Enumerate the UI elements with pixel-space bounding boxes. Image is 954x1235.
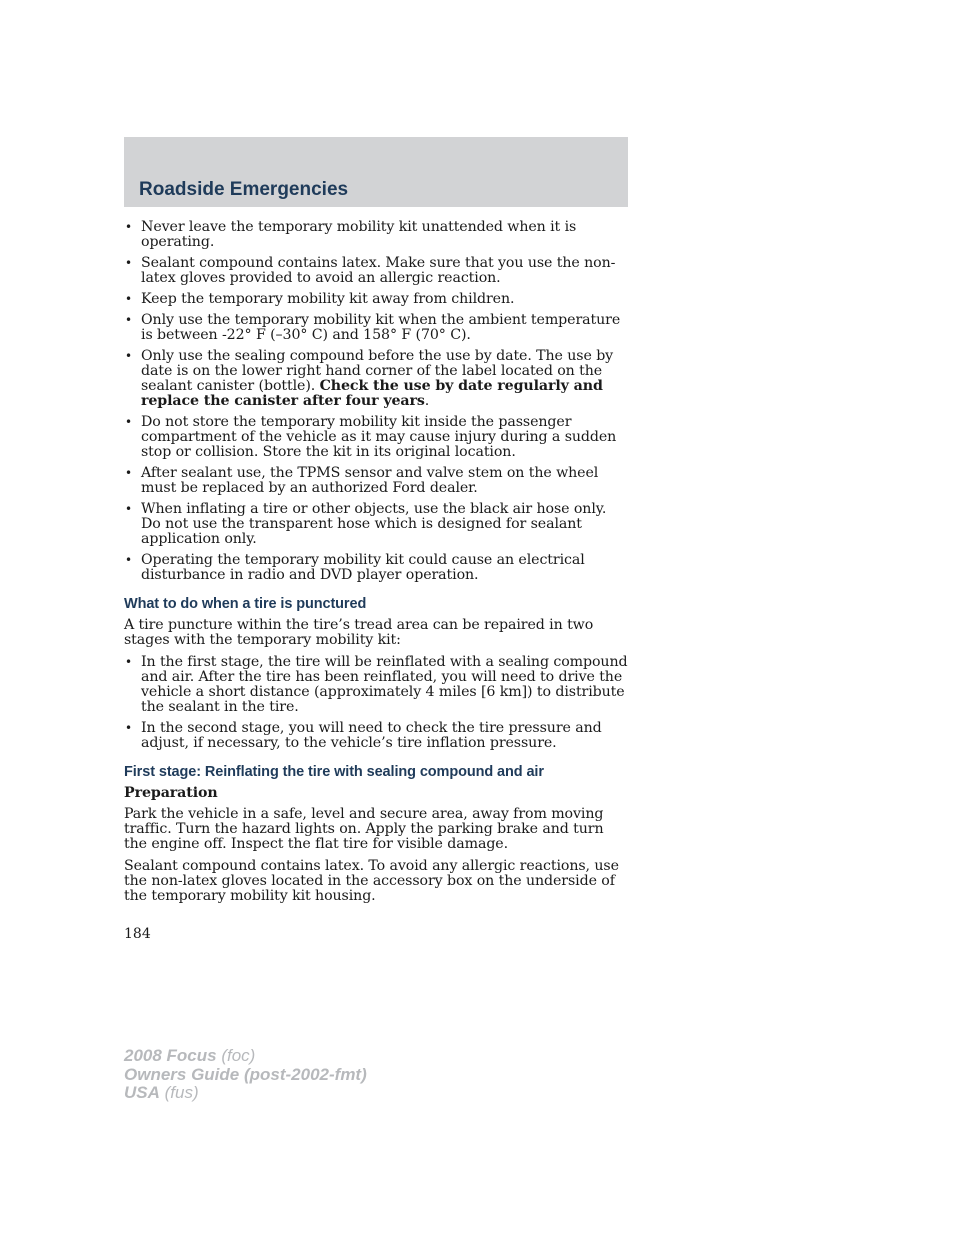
warning-text: Check the use by date regularly and replace the canister after four years xyxy=(141,378,603,409)
subheading: Preparation xyxy=(124,785,218,801)
footer-line: Owners Guide (post-2002-fmt) xyxy=(124,1064,367,1084)
main-content xyxy=(124,220,628,911)
bullet-icon: • xyxy=(125,220,132,234)
bullet-icon: • xyxy=(125,655,132,669)
section-title: Roadside Emergencies xyxy=(139,179,349,200)
section-heading: What to do when a tire is punctured xyxy=(124,596,367,612)
list-item: • Only use the temporary mobility kit when the ambient temperature is between -22° F (–30° C) and 158° F (70° C). xyxy=(125,312,621,343)
document-footer xyxy=(124,1047,367,1103)
stages-bullet-list xyxy=(124,655,628,751)
footer-line: USA (fus) xyxy=(124,1083,199,1102)
list-item: • After sealant use, the TPMS sensor and valve stem on the wheel must be replaced by an authorized Ford dealer. xyxy=(125,465,599,496)
bullet-icon: • xyxy=(125,349,132,363)
page-number: 184 xyxy=(124,926,151,942)
bullet-icon: • xyxy=(125,415,132,429)
list-item: • Never leave the temporary mobility kit unattended when it is operating. xyxy=(125,219,577,250)
bullet-icon: • xyxy=(125,292,132,306)
bullet-icon: • xyxy=(125,466,132,480)
list-item: • Sealant compound contains latex. Make sure that you use the non-latex gloves provided to avoid an allergic reaction. xyxy=(125,255,616,286)
list-item: • Keep the temporary mobility kit away from children. xyxy=(125,291,515,307)
list-item: • Do not store the temporary mobility kit inside the passenger compartment of the vehicle as it may cause injury during a sudden stop or collision. Store the kit in its original location. xyxy=(125,414,617,460)
section-heading: First stage: Reinflating the tire with sealing compound and air xyxy=(124,764,544,780)
bullet-icon: • xyxy=(125,313,132,327)
section-header-band xyxy=(124,137,628,207)
list-item: • In the second stage, you will need to check the tire pressure and adjust, if necessary, to the vehicle’s tire inflation pressure. xyxy=(125,720,602,751)
bullet-icon: • xyxy=(125,256,132,270)
list-item: • Operating the temporary mobility kit could cause an electrical disturbance in radio and DVD player operation. xyxy=(125,552,585,583)
paragraph: A tire puncture within the tire’s tread area can be repaired in two stages with the temporary mobility kit: xyxy=(124,617,594,648)
bullet-icon: • xyxy=(125,553,132,567)
footer-line: 2008 Focus (foc) xyxy=(124,1046,256,1065)
paragraph: Park the vehicle in a safe, level and secure area, away from moving traffic. Turn the hazard lights on. Apply the parking brake and turn the engine off. Inspect the flat tire for visible damage. xyxy=(124,806,604,852)
safety-bullet-list xyxy=(124,220,628,583)
paragraph: Sealant compound contains latex. To avoid any allergic reactions, use the non-latex gloves located in the accessory box on the underside of the temporary mobility kit housing. xyxy=(124,858,619,904)
list-item: • Only use the sealing compound before the use by date. The use by date is on the lower right hand corner of the label located on the sealant canister (bottle). Check the use by date regularly and replace the canister after four years. xyxy=(125,348,614,409)
list-item: • When inflating a tire or other objects, use the black air hose only. Do not use the transparent hose which is designed for sealant application only. xyxy=(125,501,607,547)
bullet-icon: • xyxy=(125,721,132,735)
bullet-icon: • xyxy=(125,502,132,516)
list-item: • In the first stage, the tire will be reinflated with a sealing compound and air. After the tire has been reinflated, you will need to drive the vehicle a short distance (approximately 4 miles [6 km]) to distribute the sealant in the tire. xyxy=(125,654,628,715)
